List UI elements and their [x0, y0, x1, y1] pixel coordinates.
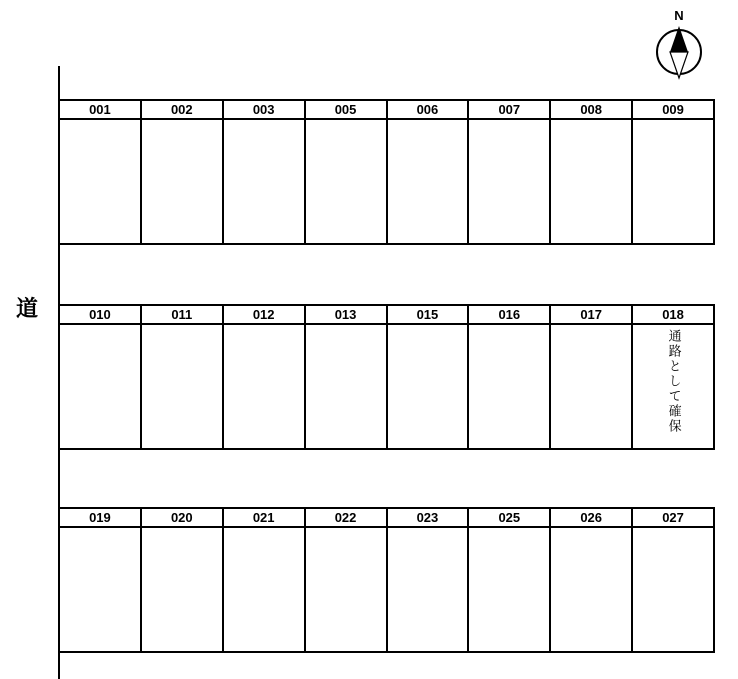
parking-space[interactable] [633, 509, 713, 651]
parking-space[interactable] [306, 509, 388, 651]
north-label: N [674, 8, 684, 23]
space-number: 006 [388, 101, 468, 120]
space-number: 003 [224, 101, 304, 120]
space-number: 025 [469, 509, 549, 528]
parking-space[interactable] [551, 509, 633, 651]
parking-space[interactable] [142, 509, 224, 651]
parking-space[interactable] [551, 101, 633, 243]
parking-row-3 [58, 507, 715, 653]
parking-space[interactable] [60, 306, 142, 448]
road-label: 道 [16, 297, 39, 322]
parking-space[interactable] [469, 101, 551, 243]
north-arrow-icon [648, 6, 710, 86]
space-number: 027 [633, 509, 713, 528]
space-number: 012 [224, 306, 304, 325]
parking-space[interactable] [306, 101, 388, 243]
parking-space[interactable] [224, 101, 306, 243]
space-number: 015 [388, 306, 468, 325]
space-number: 009 [633, 101, 713, 120]
parking-row-1 [58, 99, 715, 245]
space-number: 019 [60, 509, 140, 528]
parking-space-passage[interactable] [633, 306, 713, 448]
parking-space[interactable] [60, 101, 142, 243]
parking-space[interactable] [633, 101, 713, 243]
parking-space[interactable] [142, 306, 224, 448]
space-number: 022 [306, 509, 386, 528]
parking-space[interactable] [224, 306, 306, 448]
parking-space[interactable] [388, 509, 470, 651]
space-number: 010 [60, 306, 140, 325]
parking-space[interactable] [306, 306, 388, 448]
parking-space[interactable] [469, 509, 551, 651]
space-number: 007 [469, 101, 549, 120]
space-number: 017 [551, 306, 631, 325]
parking-space[interactable] [224, 509, 306, 651]
parking-space[interactable] [551, 306, 633, 448]
space-number: 008 [551, 101, 631, 120]
space-number: 002 [142, 101, 222, 120]
space-number: 013 [306, 306, 386, 325]
space-number: 020 [142, 509, 222, 528]
space-number: 018 [633, 306, 713, 325]
parking-space[interactable] [469, 306, 551, 448]
space-number: 016 [469, 306, 549, 325]
parking-space[interactable] [388, 306, 470, 448]
space-number: 023 [388, 509, 468, 528]
space-number: 026 [551, 509, 631, 528]
parking-space[interactable] [388, 101, 470, 243]
parking-space[interactable] [60, 509, 142, 651]
parking-space[interactable] [142, 101, 224, 243]
passage-note: 通路として確保 [665, 329, 681, 434]
space-number: 011 [142, 306, 222, 325]
space-number: 005 [306, 101, 386, 120]
space-number: 001 [60, 101, 140, 120]
space-number: 021 [224, 509, 304, 528]
parking-row-2 [58, 304, 715, 450]
